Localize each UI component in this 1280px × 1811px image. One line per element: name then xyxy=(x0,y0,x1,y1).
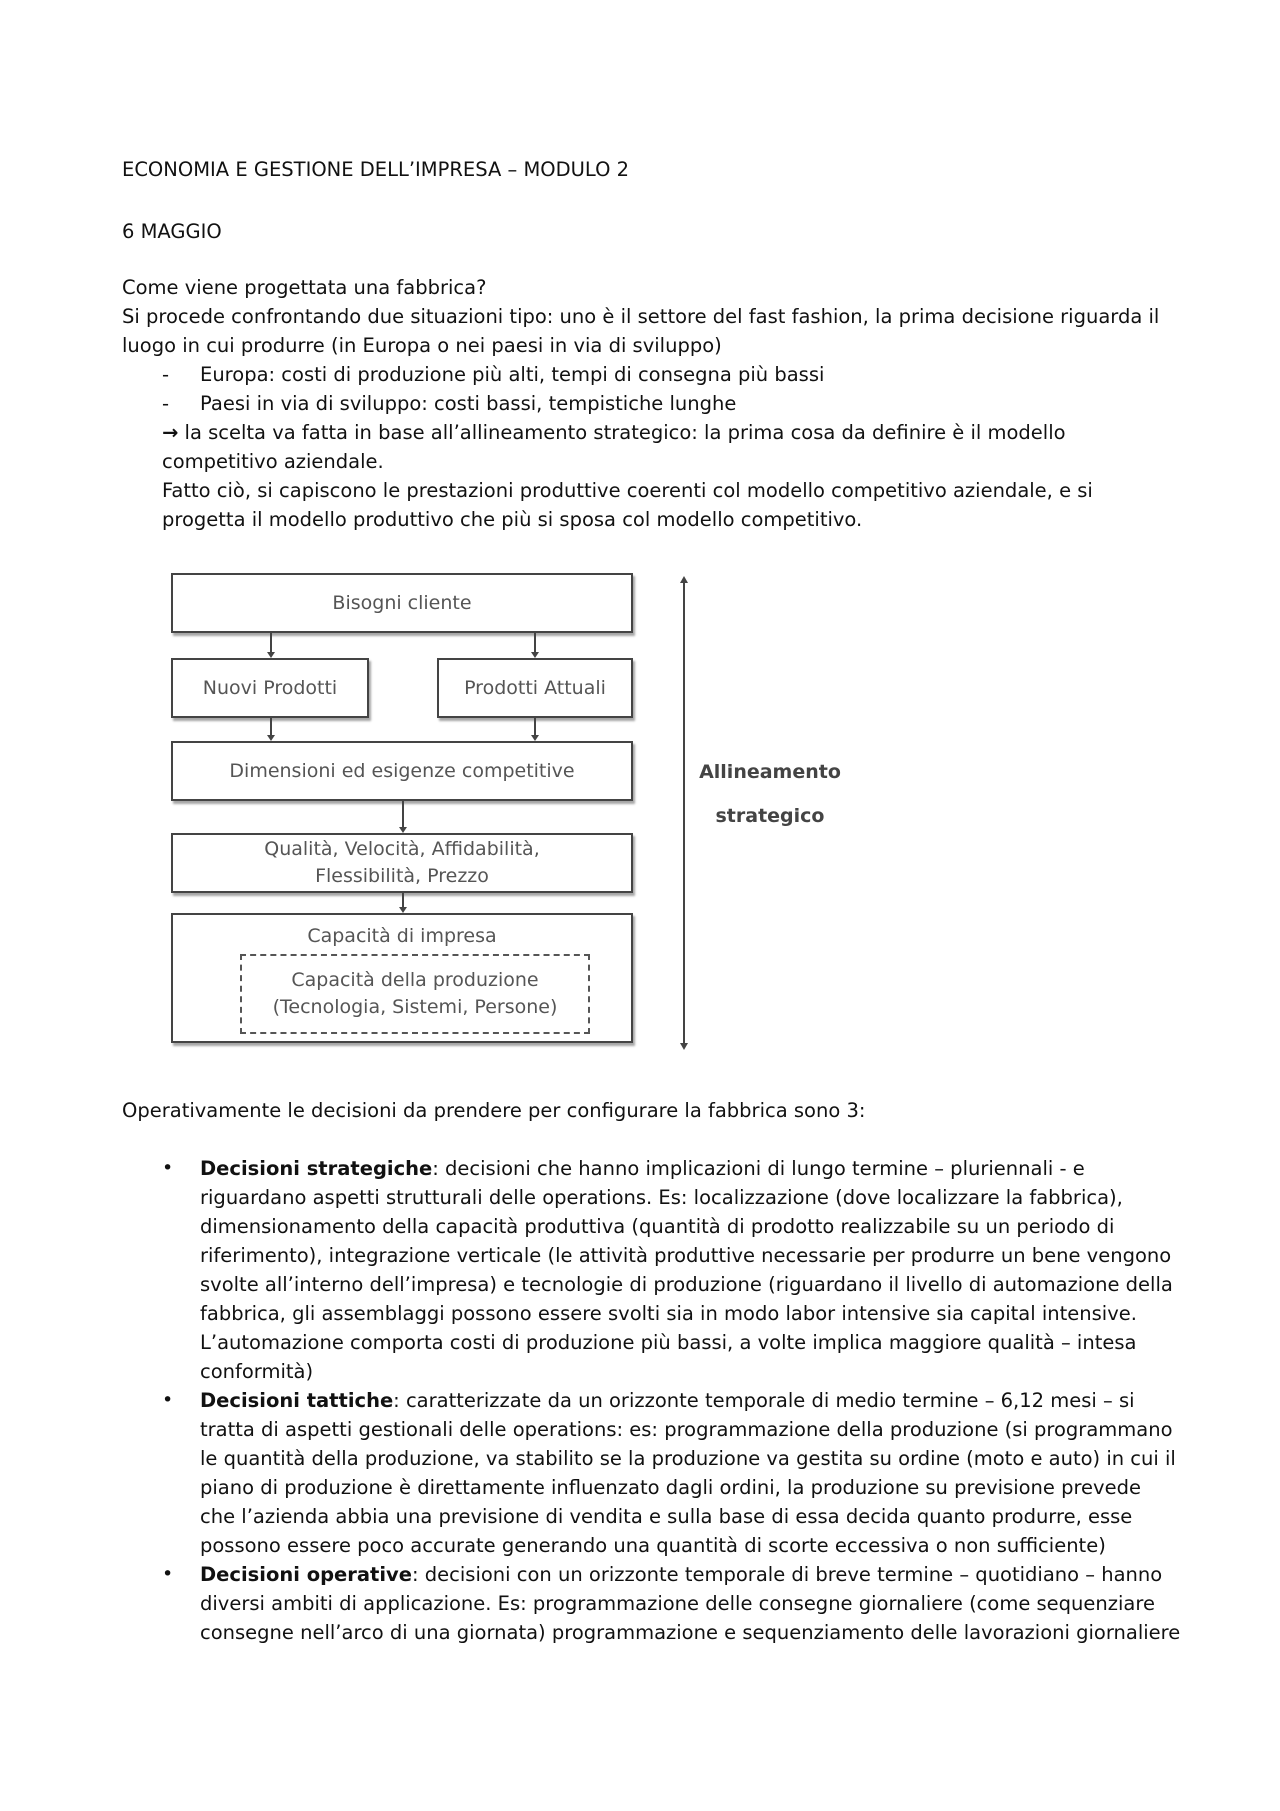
dash-item-text: Paesi in via di sviluppo: costi bassi, tempistiche lunghe xyxy=(200,392,737,415)
decision-text: : decisioni con un orizzonte temporale di breve termine – quotidiano – hanno diversi ambiti di applicazione. Es: programmazione delle consegne giornaliere (come sequenziare consegne nell’arco di una giornata) programmazione e sequenziamento delle lavorazioni giornaliere xyxy=(200,1563,1181,1644)
arrow-paragraph xyxy=(122,418,1182,476)
box-label: Bisogni cliente xyxy=(332,591,472,614)
strategic-alignment-diagram xyxy=(160,560,870,1060)
box-nuovi-prodotti xyxy=(171,658,369,718)
box-label: Nuovi Prodotti xyxy=(202,676,338,699)
arrow-paragraph-text: la scelta va fatta in base all’allineamento strategico: la prima cosa da definire è il modello competitivo aziendale. xyxy=(162,421,1066,473)
connector-line xyxy=(534,718,536,735)
arrow-right-icon: → xyxy=(162,421,179,444)
connector-line xyxy=(270,633,272,652)
intro-section xyxy=(122,273,1182,534)
list-item xyxy=(122,389,1182,418)
box-label: Prodotti Attuali xyxy=(464,676,606,699)
intro-paragraph: Si procede confrontando due situazioni tipo: uno è il settore del fast fashion, la prima decisione riguarda il luogo in cui produrre (in Europa o nei paesi in via di sviluppo) xyxy=(122,305,1160,357)
decision-term: Decisioni tattiche xyxy=(200,1389,394,1412)
alignment-axis-line xyxy=(683,583,685,1043)
arrow-up-icon xyxy=(680,576,688,583)
decision-term: Decisioni strategiche xyxy=(200,1157,433,1180)
box-label-line: Qualità, Velocità, Affidabilità, xyxy=(264,838,540,860)
dash-marker: - xyxy=(162,392,170,415)
list-item xyxy=(122,1560,1182,1647)
lecture-date: 6 MAGGIO xyxy=(122,220,222,243)
list-item xyxy=(122,360,1182,389)
box-bisogni-cliente xyxy=(171,573,633,633)
followup-paragraph: Fatto ciò, si capiscono le prestazioni produttive coerenti col modello competitivo aziendale, e si progetta il modello produttivo che più si sposa col modello competitivo. xyxy=(162,479,1093,531)
arrow-down-icon xyxy=(680,1043,688,1050)
bullet-marker: • xyxy=(162,1563,174,1585)
box-label: Dimensioni ed esigenze competitive xyxy=(229,759,575,782)
list-item xyxy=(122,1154,1182,1386)
page-title: ECONOMIA E GESTIONE DELL’IMPRESA – MODULO 2 xyxy=(122,158,630,181)
connector-line xyxy=(402,801,404,827)
decision-text: : caratterizzate da un orizzonte temporale di medio termine – 6,12 mesi – si tratta di aspetti gestionali delle operations: es: programmazione della produzione (si programmano le quantità della produzione, va stabilito se la produzione va gestita su ordine (moto e auto) in cui il piano di produzione è direttamente influenzato dagli ordini, la produzione su previsione prevede che l’azienda abbia una previsione di vendita e sulla base di essa decida quanto produrre, esse possono essere poco accurate generando una quantità di scorte eccessiva o non sufficiente) xyxy=(200,1389,1176,1557)
dash-marker: - xyxy=(162,363,170,386)
connector-line xyxy=(534,633,536,652)
bullet-marker: • xyxy=(162,1389,174,1411)
side-label-line: strategico xyxy=(715,805,825,827)
connector-line xyxy=(270,718,272,735)
box-label-line: (Tecnologia, Sistemi, Persone) xyxy=(272,996,558,1018)
dash-item-text: Europa: costi di produzione più alti, tempi di consegna più bassi xyxy=(200,363,825,386)
box-label: Capacità di impresa xyxy=(307,925,497,947)
list-item xyxy=(122,1386,1182,1560)
box-capacita-produzione xyxy=(240,954,590,1034)
bullet-marker: • xyxy=(162,1157,174,1179)
box-label-line: Flessibilità, Prezzo xyxy=(315,865,489,887)
decisions-intro: Operativamente le decisioni da prendere per configurare la fabbrica sono 3: xyxy=(122,1099,866,1122)
dash-list xyxy=(122,360,1182,418)
box-label-line: Capacità della produzione xyxy=(291,969,539,991)
decisions-list xyxy=(122,1154,1182,1647)
intro-question: Come viene progettata una fabbrica? xyxy=(122,276,487,299)
side-label-allineamento xyxy=(690,750,850,838)
box-prodotti-attuali xyxy=(437,658,633,718)
box-qualita xyxy=(171,833,633,893)
side-label-line: Allineamento xyxy=(699,761,841,783)
decision-text: : decisioni che hanno implicazioni di lungo termine – pluriennali - e riguardano aspetti strutturali delle operations. Es: localizzazione (dove localizzare la fabbrica), dimensionamento della capacità produttiva (quantità di prodotto realizzabile su un periodo di riferimento), integrazione verticale (le attività produttive necessarie per produrre un bene vengono svolte all’interno dell’impresa) e tecnologie di produzione (riguardano il livello di automazione della fabbrica, gli assemblaggi possono essere svolti sia in modo labor intensive sia capital intensive. L’automazione comporta costi di produzione più bassi, a volte implica maggiore qualità – intesa conformità) xyxy=(200,1157,1173,1383)
decision-term: Decisioni operative xyxy=(200,1563,412,1586)
box-dimensioni xyxy=(171,741,633,801)
connector-line xyxy=(402,893,404,907)
